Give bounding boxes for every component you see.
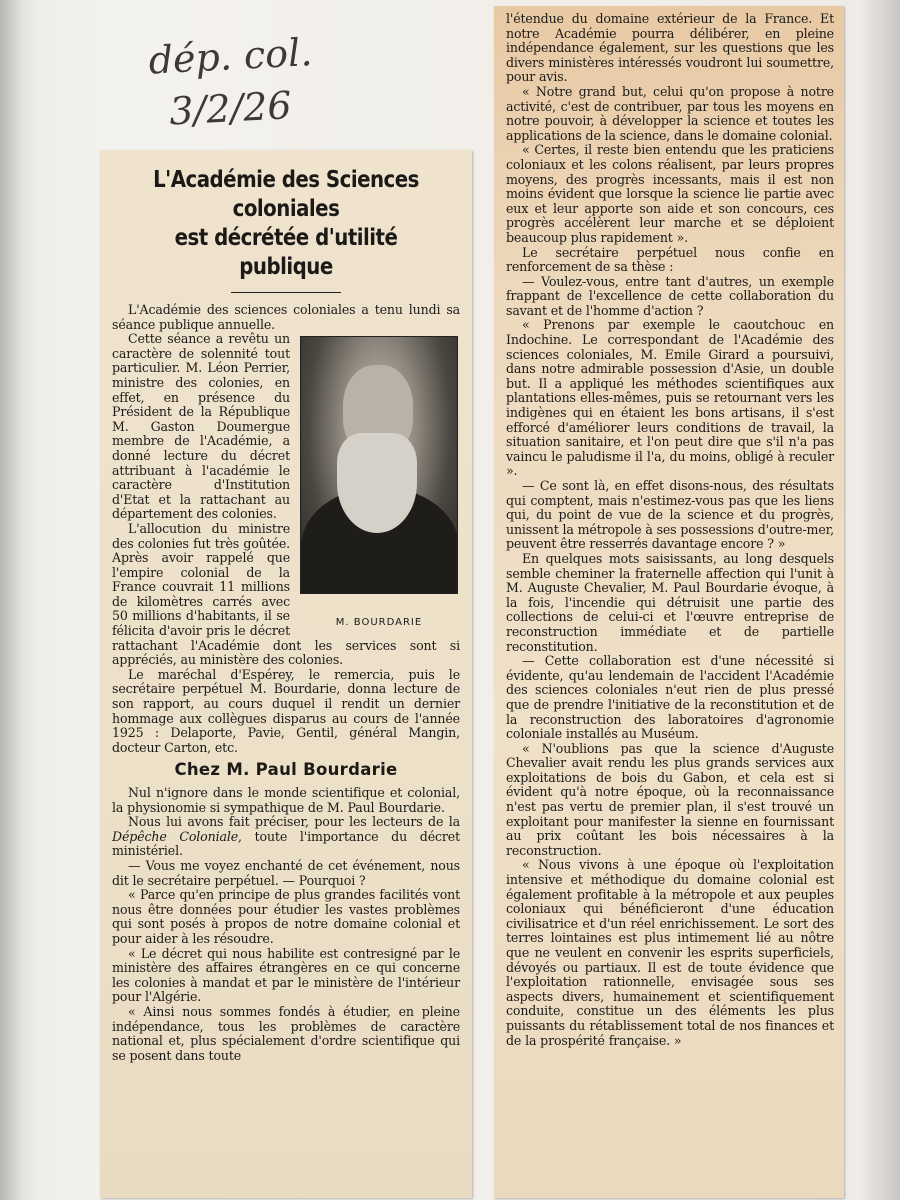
article-body-left bbox=[112, 303, 460, 1063]
journal-name: Dépêche Coloniale bbox=[112, 828, 238, 844]
paragraph: — Ce sont là, en effet disons-nous, des résultats qui comptent, mais n'estimez-vous pas que les liens qui, du point de vue de la science et du progrès, unissent la métropole à ses possessions d'outre-mer, peuvent être resserrés davantage encore ? » bbox=[506, 478, 834, 552]
paragraph: « Prenons par exemple le caoutchouc en Indochine. Le correspondant de l'Académie des sciences coloniales, M. Emile Girard a poursuivi, dans notre admirable possession d'Asie, un double but. Il a appliqué les méthodes scientifiques aux plantations elles-mêmes, puis se retournant vers les indigènes qui en étaient les bons artisans, il s'est efforcé d'améliorer leurs conditions de travail, la situation sanitaire, et l'on peut dire que s'il n'a pas vaincu le paludisme il l'a, du moins, obligé à reculer ». bbox=[506, 317, 834, 479]
paragraph bbox=[112, 815, 460, 859]
paragraph: « Parce qu'en principe de plus grandes facilités vont nous être données pour étudier les vastes problèmes qui sont posés à propos de notre domaine colonial et pour aider à les résoudre. bbox=[112, 887, 460, 946]
paragraph: « Notre grand but, celui qu'on propose à notre activité, c'est de contribuer, par tous les moyens en notre pouvoir, à développer la science et toutes les applications de la science, dans le domaine colonial. bbox=[506, 83, 834, 143]
paragraph: « N'oublions pas que la science d'Auguste Chevalier avait rendu les plus grands services aux exploitations de bois du Gabon, et cela est si évident qu'à notre époque, où la reconnaissance n'est pas vertu de premier plan, il s'est trouvé un exploitant pour manifester la sienne en fournissant au prix coûtant les bois nécessaires à la reconstruction. bbox=[506, 740, 834, 858]
paragraph: Le maréchal d'Espérey, le remercia, puis le secrétaire perpétuel M. Bourdarie, donna lecture de son rapport, au cours duquel il rendit un dernier hommage aux collègues disparus au cours de l'année 1925 : Delaporte, Pavie, Gentil, général Mangin, docteur Carton, etc. bbox=[112, 666, 460, 755]
paragraph: En quelques mots saisissants, au long desquels semble cheminer la fraternelle affection qui l'unit à M. Auguste Chevalier, M. Paul Bourdarie évoque, à la fois, l'incendie qui détruisit une partie des collections de celui-ci et l'œuvre entreprise de reconstruction immédiate et de partielle reconstitution. bbox=[506, 550, 834, 654]
headline-divider bbox=[231, 292, 341, 293]
handwritten-annotation bbox=[147, 22, 402, 145]
handwritten-date: 3/2/26 bbox=[168, 83, 293, 134]
handwritten-source: dép. col. bbox=[147, 30, 314, 83]
section-subheading: Chez M. Paul Bourdarie bbox=[174, 760, 398, 780]
portrait-photo bbox=[300, 336, 458, 594]
paragraph: l'étendue du domaine extérieur de la France. Et notre Académie pourra délibérer, en pleine indépendance également, sur les questions que les divers ministères intéressés voudront lui soumettre, pour avis. bbox=[506, 11, 834, 85]
newspaper-clipping-left bbox=[100, 150, 472, 1198]
headline-line-1: L'Académie des Sciences coloniales bbox=[153, 167, 419, 222]
portrait-figure bbox=[298, 336, 460, 631]
paragraph: « Nous vivons à une époque où l'exploitation intensive et méthodique du domaine colonial est également profitable à la métropole et aux peuples coloniaux qui bénéficieront d'une éducation civilisatrice et d'un réel enrichissement. Le sort des terres lointaines est plus intimement lié au nôtre que ne veulent en convenir les esprits superficiels, dévoyés ou partiaux. Il est de toute évidence que l'exploitation rationnelle, envisagée sous ses aspects divers, humainement et scientifiquement conduite, constitue un des éléments les plus puissants du rétablissement total de nos finances et de la prospérité française. » bbox=[506, 857, 834, 1048]
text-span: , toute l'importance du décret ministériel. bbox=[112, 828, 460, 859]
article-headline bbox=[136, 166, 435, 282]
paragraph: L'allocution du ministre des colonies fut très goûtée. Après avoir rappelé que l'empire colonial de la France couvrait 11 millions de kilomètres carrés avec 50 millions d'habitants, il se félicita d'avoir pris le décret rattachant l'Académie dont les services sont si appréciés, au ministère des colonies. bbox=[112, 520, 460, 668]
paragraph: L'Académie des sciences coloniales a tenu lundi sa séance publique annuelle. bbox=[112, 302, 460, 332]
paragraph: « Certes, il reste bien entendu que les praticiens coloniaux et les colons réalisent, par leurs propres moyens, des progrès incessants, mais il est non moins évident que lorsque la science lie partie avec eux et leur apporte son aide et son concours, ces progrès accélèrent leur marche et se déploient beaucoup plus rapidement ». bbox=[506, 142, 834, 245]
photo-caption: M. BOURDARIE bbox=[335, 617, 423, 629]
headline-line-2: est décrétée d'utilité publique bbox=[174, 225, 398, 280]
paragraph: — Vous me voyez enchanté de cet événement, nous dit le secrétaire perpétuel. — Pourquoi ? bbox=[112, 857, 460, 888]
page-binding-edge bbox=[0, 0, 22, 1200]
newspaper-clipping-right bbox=[494, 6, 844, 1198]
paragraph: « Le décret qui nous habilite est contresigné par le ministère des affaires étrangères en ce qui concerne les colonies à mandat et par le ministère de l'intérieur pour l'Algérie. bbox=[112, 945, 460, 1005]
text-span: Nous lui avons fait préciser, pour les lecteurs de la bbox=[128, 814, 460, 830]
paragraph: Nul n'ignore dans le monde scientifique et colonial, la physionomie si sympathique de M. Paul Bourdarie. bbox=[112, 785, 460, 815]
article-body-right bbox=[506, 12, 834, 1048]
paragraph: Le secrétaire perpétuel nous confie en renforcement de sa thèse : bbox=[506, 244, 834, 275]
paragraph: Cette séance a revêtu un caractère de solennité tout particulier. M. Léon Perrier, ministre des colonies, en effet, en présence du Président de la République M. Gaston Doumergue membre de l'Académie, a donné lecture du décret attribuant à l'académie le caractère d'Institution d'Etat et la rattachant au département des colonies. bbox=[112, 331, 290, 522]
paragraph: « Ainsi nous sommes fondés à étudier, en pleine indépendance, tous les problèmes de caractère national et, plus spécialement d'ordre scientifique qui se posent dans toute bbox=[112, 1003, 460, 1063]
paragraph: — Voulez-vous, entre tant d'autres, un exemple frappant de l'excellence de cette collaboration du savant et de l'homme d'action ? bbox=[506, 273, 834, 318]
paragraph: — Cette collaboration est d'une nécessité si évidente, qu'au lendemain de l'accident l'Académie des sciences coloniales n'eut rien de plus pressé que de prendre l'initiative de la reconstitution et de la reconstruction des laboratoires d'agronomie coloniale installés au Muséum. bbox=[506, 653, 834, 742]
